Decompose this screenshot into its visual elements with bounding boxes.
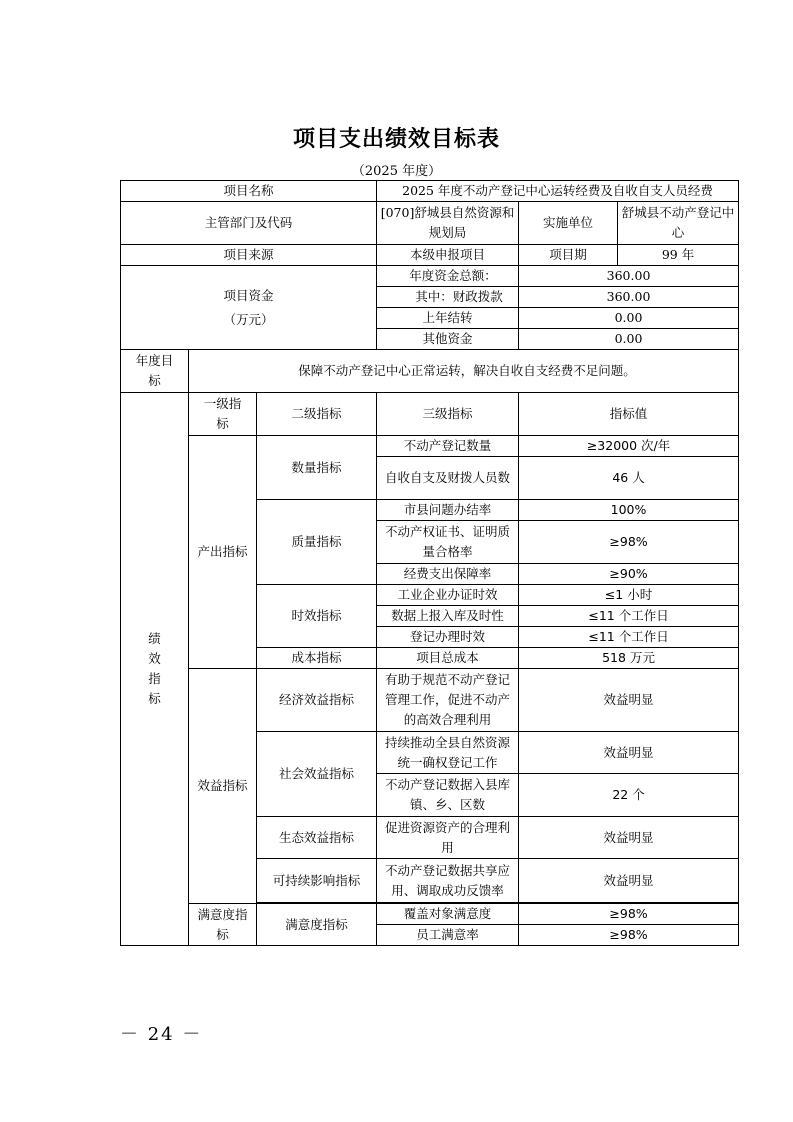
indicator-name: 不动产登记数量 xyxy=(377,436,519,457)
indicator-value: 效益明显 xyxy=(519,817,739,859)
indicator-value: ≤1 小时 xyxy=(519,585,739,606)
indicator-name: 持续推动全县自然资源统一确权登记工作 xyxy=(377,732,519,774)
dept-label: 主管部门及代码 xyxy=(121,202,377,245)
funds-row-label: 其他资金 xyxy=(377,329,519,350)
indicator-value: ≤11 个工作日 xyxy=(519,606,739,627)
funds-label xyxy=(121,266,377,350)
funds-label-text: 项目资金 xyxy=(223,287,274,303)
funds-row-value: 360.00 xyxy=(519,266,739,287)
indicator-value: 518 万元 xyxy=(519,648,739,669)
indicator-value: ≥90% xyxy=(519,564,739,585)
funds-row-label: 其中：财政拨款 xyxy=(377,287,519,308)
level2-satisfaction: 满意度指标 xyxy=(257,904,377,946)
indicator-value: ≥98% xyxy=(519,925,739,946)
indicator-name: 不动产登记数据入县库镇、乡、区数 xyxy=(377,774,519,817)
level2-economic: 经济效益指标 xyxy=(257,669,377,732)
indicator-name: 不动产登记数据共享应用、调取成功反馈率 xyxy=(377,859,519,903)
indicator-value: 46 人 xyxy=(519,457,739,500)
indicator-value: 效益明显 xyxy=(519,859,739,903)
period-value: 99 年 xyxy=(618,245,739,266)
funds-row-value: 0.00 xyxy=(519,308,739,329)
period-label: 项目期 xyxy=(519,245,618,266)
header-value: 指标值 xyxy=(519,393,739,436)
project-name: 2025 年度不动产登记中心运转经费及自收自支人员经费 xyxy=(377,181,739,202)
dept-value: [070]舒城县自然资源和规划局 xyxy=(377,202,519,245)
year-label: （2025 年度） xyxy=(351,164,442,179)
header-level2: 二级指标 xyxy=(257,393,377,436)
indicator-value: 22 个 xyxy=(519,774,739,817)
indicator-name: 不动产权证书、证明质量合格率 xyxy=(377,521,519,564)
project-name-label: 项目名称 xyxy=(121,181,377,202)
level2-sustain: 可持续影响指标 xyxy=(257,859,377,903)
level2-timeliness: 时效指标 xyxy=(257,585,377,648)
funds-row-label: 上年结转 xyxy=(377,308,519,329)
indicator-value: ≤11 个工作日 xyxy=(519,627,739,648)
indicator-name: 促进资源资产的合理利用 xyxy=(377,817,519,859)
indicator-name: 项目总成本 xyxy=(377,648,519,669)
indicator-value: ≥98% xyxy=(519,904,739,925)
header-level1: 一级指标 xyxy=(189,393,257,436)
level2-quantity: 数量指标 xyxy=(257,436,377,500)
indicator-name: 覆盖对象满意度 xyxy=(377,904,519,925)
impl-label: 实施单位 xyxy=(519,202,618,245)
indicators-label: 绩效指标 xyxy=(121,393,189,946)
indicator-name: 登记办理时效 xyxy=(377,627,519,648)
indicator-name: 数据上报入库及时性 xyxy=(377,606,519,627)
source-label: 项目来源 xyxy=(121,245,377,266)
level1-benefit: 效益指标 xyxy=(189,669,257,904)
indicator-name: 市县问题办结率 xyxy=(377,500,519,521)
level1-satisfaction: 满意度指标 xyxy=(189,904,257,946)
funds-row-label: 年度资金总额： xyxy=(377,266,519,287)
impl-value: 舒城县不动产登记中心 xyxy=(618,202,739,245)
source-value: 本级申报项目 xyxy=(377,245,519,266)
indicator-value: ≥98% xyxy=(519,521,739,564)
indicator-name: 经费支出保障率 xyxy=(377,564,519,585)
indicator-value: ≥32000 次/年 xyxy=(519,436,739,457)
indicator-name: 员工满意率 xyxy=(377,925,519,946)
funds-row-value: 360.00 xyxy=(519,287,739,308)
indicator-name: 有助于规范不动产登记管理工作，促进不动产的高效合理利用 xyxy=(377,669,519,732)
indicator-value: 100% xyxy=(519,500,739,521)
annual-goal-label: 年度目标 xyxy=(121,350,189,393)
level2-ecological: 生态效益指标 xyxy=(257,817,377,859)
annual-goal-text: 保障不动产登记中心正常运转，解决自收自支经费不足问题。 xyxy=(189,350,739,393)
level2-social: 社会效益指标 xyxy=(257,732,377,817)
level2-quality: 质量指标 xyxy=(257,500,377,585)
header-level3: 三级指标 xyxy=(377,393,519,436)
funds-row-value: 0.00 xyxy=(519,329,739,350)
indicator-value: 效益明显 xyxy=(519,669,739,732)
funds-unit: （万元） xyxy=(223,311,274,327)
page-title: 项目支出绩效目标表 xyxy=(292,127,500,152)
level1-output: 产出指标 xyxy=(189,436,257,669)
indicator-value: 效益明显 xyxy=(519,732,739,774)
indicator-name: 工业企业办证时效 xyxy=(377,585,519,606)
indicator-name: 自收自支及财拨人员数 xyxy=(377,457,519,500)
level2-cost: 成本指标 xyxy=(257,648,377,669)
page-number: － 24 － xyxy=(120,1024,203,1045)
performance-table xyxy=(120,180,739,946)
